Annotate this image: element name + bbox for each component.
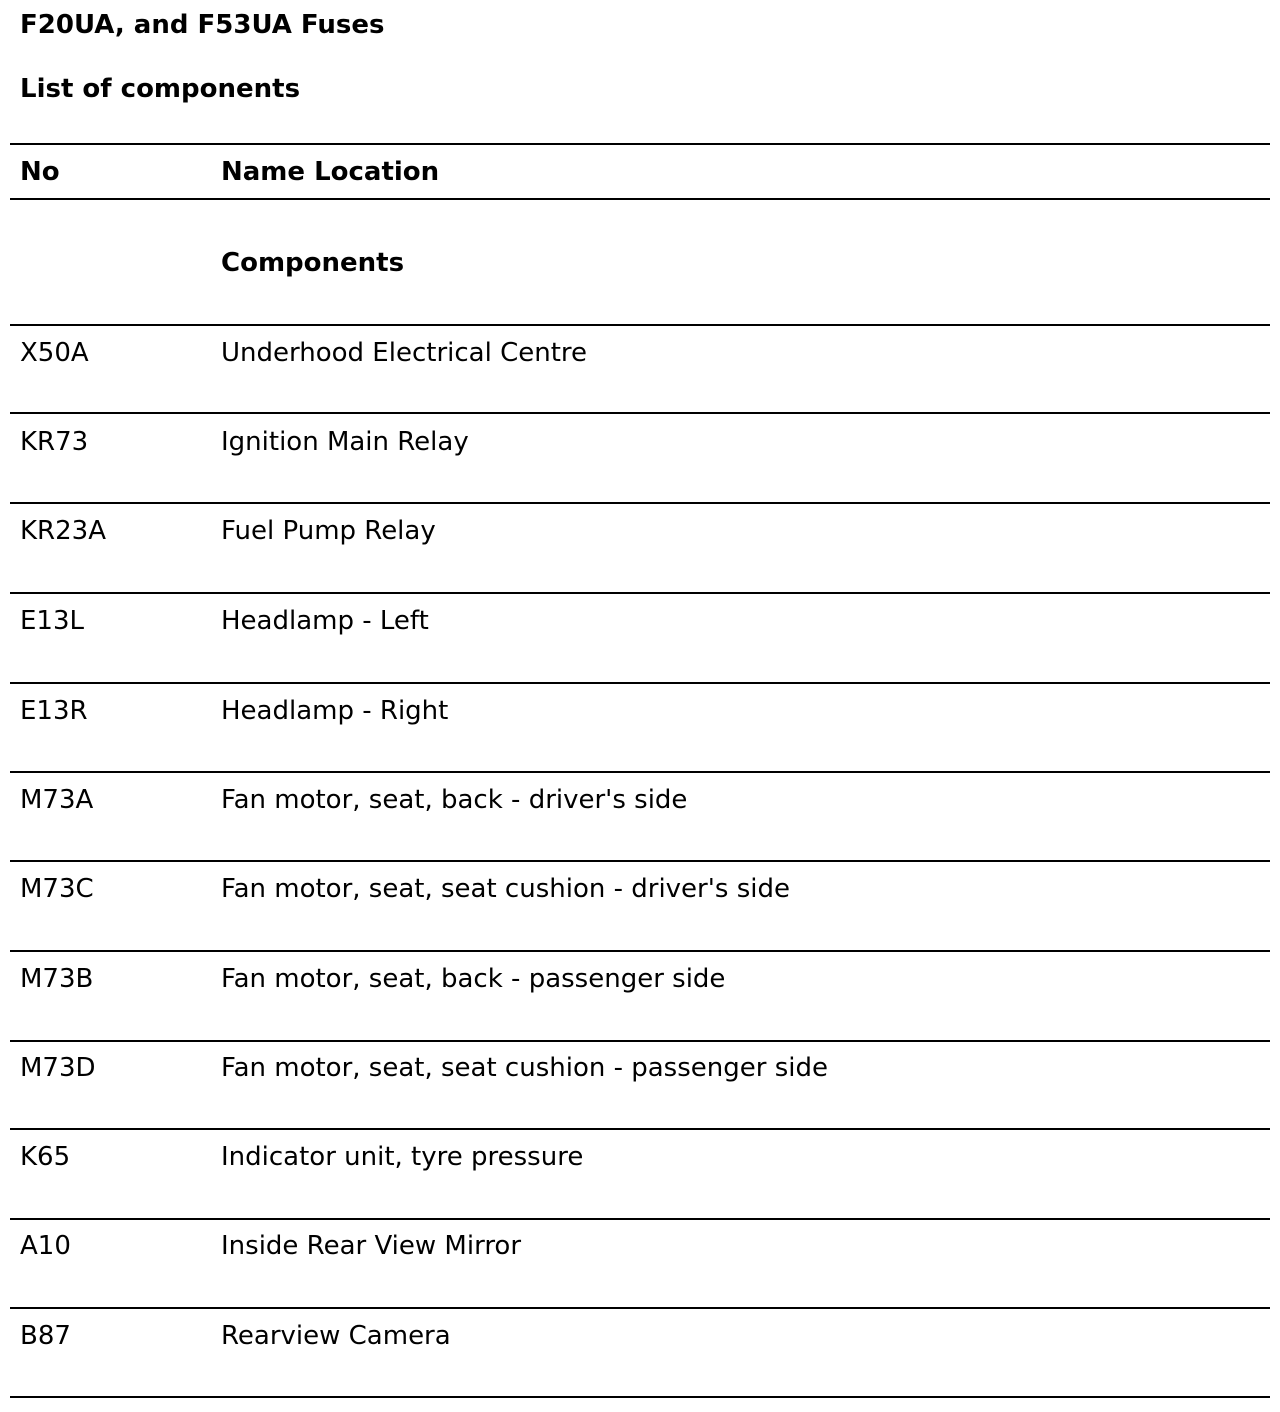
row-rule	[10, 412, 1270, 414]
row-no: B87	[20, 1321, 71, 1351]
row-name: Fuel Pump Relay	[221, 516, 436, 546]
table-top-rule	[10, 143, 1270, 145]
section-label: Components	[221, 248, 405, 278]
row-no: E13L	[20, 606, 84, 636]
row-name: Fan motor, seat, back - passenger side	[221, 964, 726, 994]
header-bottom-rule	[10, 198, 1270, 200]
row-name: Underhood Electrical Centre	[221, 338, 588, 368]
header-name-location: Name Location	[221, 157, 440, 187]
row-rule	[10, 682, 1270, 684]
row-rule	[10, 502, 1270, 504]
row-rule	[10, 771, 1270, 773]
row-no: KR73	[20, 427, 89, 457]
row-name: Rearview Camera	[221, 1321, 451, 1351]
row-rule	[10, 1040, 1270, 1042]
row-no: M73A	[20, 785, 94, 815]
row-no: X50A	[20, 338, 89, 368]
row-rule	[10, 950, 1270, 952]
row-name: Ignition Main Relay	[221, 427, 469, 457]
table-bottom-rule	[10, 1396, 1270, 1398]
row-rule	[10, 1307, 1270, 1309]
row-no: K65	[20, 1142, 71, 1172]
row-no: M73C	[20, 874, 94, 904]
row-name: Indicator unit, tyre pressure	[221, 1142, 584, 1172]
row-no: M73D	[20, 1053, 96, 1083]
section-bottom-rule	[10, 324, 1270, 326]
row-name: Headlamp - Left	[221, 606, 429, 636]
row-name: Fan motor, seat, seat cushion - passenger side	[221, 1053, 828, 1083]
row-name: Fan motor, seat, seat cushion - driver's side	[221, 874, 790, 904]
row-rule	[10, 860, 1270, 862]
row-no: E13R	[20, 696, 88, 726]
document-title: F20UA, and F53UA Fuses	[20, 10, 385, 40]
header-no: No	[20, 157, 60, 187]
list-title: List of components	[20, 74, 301, 104]
row-rule	[10, 1128, 1270, 1130]
row-name: Inside Rear View Mirror	[221, 1231, 522, 1261]
row-name: Fan motor, seat, back - driver's side	[221, 785, 688, 815]
row-no: A10	[20, 1231, 71, 1261]
row-name: Headlamp - Right	[221, 696, 449, 726]
row-no: M73B	[20, 964, 94, 994]
row-no: KR23A	[20, 516, 106, 546]
row-rule	[10, 1218, 1270, 1220]
row-rule	[10, 592, 1270, 594]
